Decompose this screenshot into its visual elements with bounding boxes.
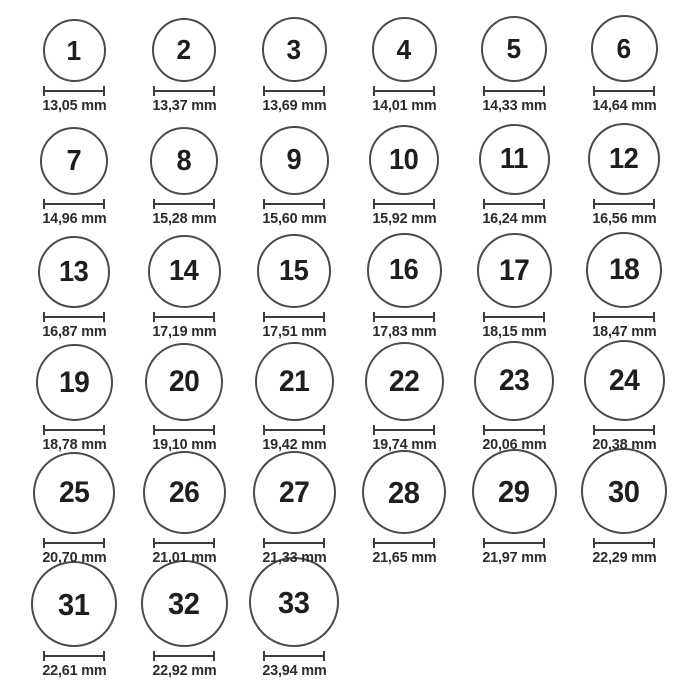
measure-tick-left-icon [43, 651, 45, 661]
measure-tick-right-icon [103, 651, 105, 661]
ring-circle [152, 18, 216, 82]
measure-tick-right-icon [653, 538, 655, 548]
ring-size-cell [569, 6, 679, 119]
ring-size-cell [129, 119, 239, 232]
ring-circle [362, 450, 446, 534]
ring-circle [150, 127, 218, 195]
diameter-label: 23,94 mm [261, 662, 327, 679]
measure-tick-right-icon [543, 199, 545, 209]
diameter-label: 21,97 mm [481, 549, 547, 566]
measure-tick-right-icon [213, 86, 215, 96]
ring-size-number: 14 [169, 255, 199, 287]
ring-size-number: 8 [176, 144, 192, 177]
ring-size-cell [19, 345, 129, 458]
diameter-label: 19,10 mm [151, 436, 217, 453]
ring-size-number: 30 [608, 473, 640, 509]
measure-tick-right-icon [653, 425, 655, 435]
ring-circle [40, 127, 108, 195]
diameter-label: 14,33 mm [481, 97, 547, 114]
ring-size-number: 19 [58, 365, 90, 399]
ring-size-number: 31 [58, 586, 90, 622]
ring-circle [33, 452, 115, 534]
diameter-label: 16,24 mm [481, 210, 547, 227]
diameter-measure-bar [153, 655, 215, 657]
diameter-measure-bar [483, 316, 545, 318]
ring-size-number: 25 [58, 476, 90, 509]
measure-tick-left-icon [593, 538, 595, 548]
ring-circle [143, 451, 226, 534]
ring-circle [586, 232, 662, 308]
ring-size-cell [349, 119, 459, 232]
ring-size-number: 27 [278, 475, 310, 509]
ring-size-number: 4 [396, 33, 412, 65]
ring-size-number: 6 [616, 32, 632, 64]
ring-circle [581, 448, 667, 534]
measure-tick-left-icon [483, 312, 485, 322]
ring-circle [249, 557, 339, 647]
ring-size-number: 13 [59, 255, 89, 288]
diameter-measure-bar [153, 203, 215, 205]
diameter-measure-bar [153, 542, 215, 544]
diameter-label: 16,87 mm [41, 323, 107, 340]
measure-tick-left-icon [263, 86, 265, 96]
measure-tick-left-icon [153, 425, 155, 435]
measure-tick-left-icon [43, 538, 45, 548]
measure-tick-right-icon [103, 425, 105, 435]
measure-tick-left-icon [593, 312, 595, 322]
ring-size-number: 9 [286, 144, 302, 176]
measure-tick-right-icon [323, 425, 325, 435]
ring-size-cell [569, 232, 679, 345]
ring-circle [472, 449, 557, 534]
ring-circle [481, 16, 547, 82]
diameter-label: 15,28 mm [151, 210, 217, 227]
ring-circle [369, 125, 439, 195]
diameter-measure-bar [263, 429, 325, 431]
ring-circle [372, 17, 437, 82]
measure-tick-right-icon [323, 651, 325, 661]
measure-tick-right-icon [213, 651, 215, 661]
ring-size-number: 26 [168, 475, 200, 509]
ring-circle [257, 234, 331, 308]
diameter-label: 21,65 mm [371, 549, 437, 566]
ring-size-number: 2 [176, 34, 192, 65]
ring-circle [479, 124, 550, 195]
ring-circle [253, 451, 336, 534]
diameter-label: 19,42 mm [261, 436, 327, 453]
measure-tick-right-icon [653, 199, 655, 209]
ring-size-number: 33 [278, 584, 310, 620]
diameter-label: 17,83 mm [371, 323, 437, 340]
measure-tick-left-icon [263, 538, 265, 548]
measure-tick-right-icon [323, 199, 325, 209]
measure-tick-right-icon [653, 86, 655, 96]
diameter-measure-bar [483, 203, 545, 205]
ring-circle [367, 233, 442, 308]
measure-tick-left-icon [153, 199, 155, 209]
measure-tick-right-icon [213, 538, 215, 548]
ring-size-cell [239, 232, 349, 345]
measure-tick-left-icon [153, 538, 155, 548]
ring-size-number: 12 [609, 142, 639, 175]
ring-circle [474, 341, 554, 421]
ring-size-cell [569, 458, 679, 571]
ring-circle [477, 233, 552, 308]
diameter-label: 13,69 mm [261, 97, 327, 114]
ring-size-cell [459, 232, 569, 345]
measure-tick-left-icon [153, 312, 155, 322]
diameter-label: 14,01 mm [371, 97, 437, 114]
ring-size-number: 15 [279, 254, 309, 287]
diameter-measure-bar [43, 655, 105, 657]
diameter-measure-bar [43, 203, 105, 205]
measure-tick-left-icon [483, 199, 485, 209]
ring-circle [145, 343, 223, 421]
diameter-label: 19,74 mm [371, 436, 437, 453]
ring-size-cell [129, 571, 239, 684]
diameter-label: 20,06 mm [481, 436, 547, 453]
ring-size-number: 11 [500, 143, 528, 175]
diameter-label: 16,56 mm [591, 210, 657, 227]
ring-circle [43, 19, 106, 82]
measure-tick-left-icon [373, 538, 375, 548]
measure-tick-right-icon [103, 312, 105, 322]
measure-tick-right-icon [543, 86, 545, 96]
measure-tick-right-icon [323, 86, 325, 96]
measure-tick-right-icon [433, 538, 435, 548]
measure-tick-right-icon [433, 425, 435, 435]
ring-size-number: 23 [498, 364, 530, 397]
ring-size-number: 32 [168, 586, 200, 621]
ring-size-number: 17 [498, 253, 530, 287]
diameter-measure-bar [43, 316, 105, 318]
diameter-label: 21,01 mm [151, 549, 217, 566]
ring-size-cell [459, 119, 569, 232]
measure-tick-right-icon [433, 86, 435, 96]
measure-tick-left-icon [373, 312, 375, 322]
ring-size-number: 10 [389, 143, 419, 176]
ring-circle [262, 17, 327, 82]
ring-circle [588, 123, 660, 195]
measure-tick-left-icon [483, 538, 485, 548]
ring-size-cell [129, 345, 239, 458]
diameter-label: 17,51 mm [261, 323, 327, 340]
measure-tick-left-icon [593, 86, 595, 96]
ring-size-number: 5 [506, 33, 522, 64]
ring-circle [365, 342, 444, 421]
diameter-label: 22,92 mm [151, 662, 217, 679]
ring-size-number: 1 [66, 34, 82, 66]
measure-tick-left-icon [263, 425, 265, 435]
diameter-label: 18,47 mm [591, 323, 657, 340]
ring-size-number: 29 [498, 474, 530, 509]
diameter-measure-bar [483, 429, 545, 431]
ring-size-number: 18 [608, 253, 640, 286]
ring-size-cell [129, 6, 239, 119]
ring-circle [260, 126, 329, 195]
diameter-measure-bar [263, 203, 325, 205]
measure-tick-right-icon [213, 425, 215, 435]
diameter-measure-bar [593, 542, 655, 544]
measure-tick-left-icon [43, 425, 45, 435]
ring-size-cell [19, 571, 129, 684]
ring-size-cell [349, 232, 459, 345]
diameter-measure-bar [593, 90, 655, 92]
diameter-label: 22,29 mm [591, 549, 657, 566]
diameter-measure-bar [483, 542, 545, 544]
measure-tick-left-icon [373, 86, 375, 96]
ring-circle [38, 236, 110, 308]
measure-tick-right-icon [103, 199, 105, 209]
measure-tick-left-icon [593, 199, 595, 209]
ring-size-number: 24 [608, 363, 640, 397]
ring-circle [591, 15, 658, 82]
ring-size-cell [349, 6, 459, 119]
measure-tick-left-icon [483, 86, 485, 96]
diameter-measure-bar [263, 655, 325, 657]
measure-tick-right-icon [103, 86, 105, 96]
ring-size-number: 16 [389, 254, 419, 286]
measure-tick-right-icon [213, 199, 215, 209]
measure-tick-left-icon [263, 199, 265, 209]
ring-size-cell [129, 458, 239, 571]
measure-tick-left-icon [483, 425, 485, 435]
diameter-label: 21,33 mm [261, 549, 327, 566]
diameter-label: 15,60 mm [261, 210, 327, 227]
measure-tick-right-icon [103, 538, 105, 548]
diameter-measure-bar [373, 316, 435, 318]
diameter-label: 13,37 mm [151, 97, 217, 114]
ring-size-cell [19, 119, 129, 232]
diameter-label: 15,92 mm [371, 210, 437, 227]
ring-size-cell [569, 119, 679, 232]
diameter-measure-bar [263, 90, 325, 92]
diameter-measure-bar [373, 542, 435, 544]
diameter-measure-bar [373, 429, 435, 431]
diameter-measure-bar [263, 316, 325, 318]
ring-size-number: 22 [388, 364, 420, 398]
diameter-measure-bar [43, 542, 105, 544]
ring-circle [31, 561, 117, 647]
diameter-measure-bar [373, 90, 435, 92]
measure-tick-right-icon [543, 312, 545, 322]
diameter-measure-bar [153, 429, 215, 431]
measure-tick-left-icon [373, 425, 375, 435]
ring-circle [36, 344, 113, 421]
measure-tick-right-icon [653, 312, 655, 322]
ring-size-number: 21 [278, 364, 310, 398]
diameter-label: 20,38 mm [591, 436, 657, 453]
ring-circle [584, 340, 665, 421]
ring-size-number: 20 [168, 365, 200, 398]
measure-tick-right-icon [433, 199, 435, 209]
ring-size-number: 28 [388, 474, 420, 510]
diameter-measure-bar [153, 90, 215, 92]
diameter-measure-bar [43, 90, 105, 92]
diameter-measure-bar [593, 203, 655, 205]
measure-tick-right-icon [433, 312, 435, 322]
ring-circle [141, 560, 228, 647]
ring-size-cell [569, 345, 679, 458]
ring-size-cell [239, 119, 349, 232]
measure-tick-right-icon [323, 312, 325, 322]
diameter-label: 18,15 mm [481, 323, 547, 340]
ring-circle [148, 235, 221, 308]
measure-tick-right-icon [213, 312, 215, 322]
diameter-measure-bar [153, 316, 215, 318]
ring-size-number: 7 [66, 144, 82, 177]
ring-size-cell [239, 571, 349, 684]
ring-size-cell [349, 345, 459, 458]
measure-tick-right-icon [543, 538, 545, 548]
diameter-label: 20,70 mm [41, 549, 107, 566]
ring-size-cell [239, 458, 349, 571]
ring-size-number: 3 [286, 33, 302, 65]
measure-tick-left-icon [263, 312, 265, 322]
measure-tick-left-icon [153, 651, 155, 661]
measure-tick-left-icon [263, 651, 265, 661]
ring-size-cell [19, 232, 129, 345]
diameter-measure-bar [373, 203, 435, 205]
ring-size-cell [459, 345, 569, 458]
ring-size-cell [239, 6, 349, 119]
ring-size-cell [19, 6, 129, 119]
diameter-label: 14,64 mm [591, 97, 657, 114]
ring-circle [255, 342, 334, 421]
measure-tick-left-icon [593, 425, 595, 435]
measure-tick-right-icon [323, 538, 325, 548]
diameter-measure-bar [593, 429, 655, 431]
diameter-label: 18,78 mm [41, 436, 107, 453]
diameter-label: 13,05 mm [41, 97, 107, 114]
diameter-label: 22,61 mm [41, 662, 107, 679]
ring-size-cell [19, 458, 129, 571]
ring-size-cell [239, 345, 349, 458]
diameter-measure-bar [483, 90, 545, 92]
ring-size-cell [459, 458, 569, 571]
ring-size-cell [129, 232, 239, 345]
diameter-label: 14,96 mm [41, 210, 107, 227]
ring-size-cell [349, 458, 459, 571]
measure-tick-left-icon [43, 86, 45, 96]
measure-tick-right-icon [543, 425, 545, 435]
diameter-measure-bar [593, 316, 655, 318]
diameter-measure-bar [263, 542, 325, 544]
diameter-label: 17,19 mm [151, 323, 217, 340]
ring-size-cell [459, 6, 569, 119]
measure-tick-left-icon [373, 199, 375, 209]
measure-tick-left-icon [153, 86, 155, 96]
measure-tick-left-icon [43, 199, 45, 209]
diameter-measure-bar [43, 429, 105, 431]
measure-tick-left-icon [43, 312, 45, 322]
